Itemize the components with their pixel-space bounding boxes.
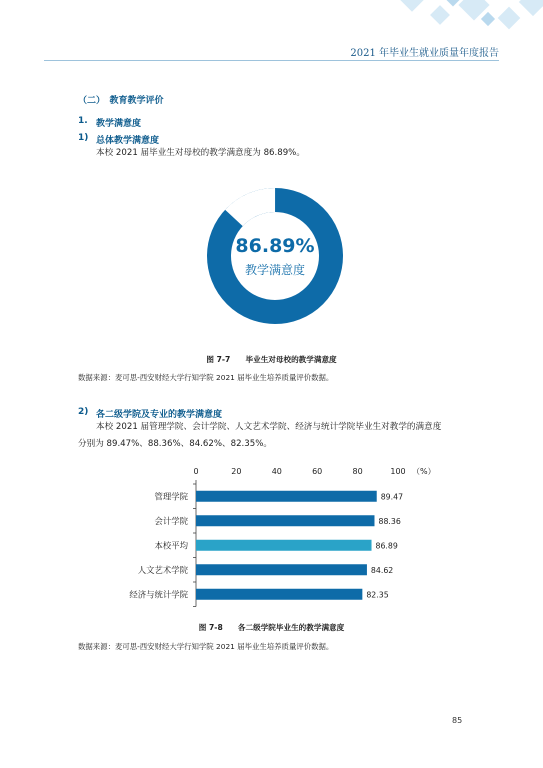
x-tick-label: 100 bbox=[390, 467, 406, 476]
category-label: 管理学院 bbox=[154, 491, 188, 502]
figure-7-7-caption: 图 7-7 毕业生对母校的教学满意度 bbox=[206, 355, 337, 364]
category-label: 本校平均 bbox=[154, 540, 188, 551]
subsection-1a-title: 总体教学满意度 bbox=[96, 136, 160, 146]
header-divider bbox=[44, 60, 499, 61]
figure-7-8-caption: 图 7-8 各二级学院毕业生的教学满意度 bbox=[198, 623, 345, 632]
header-decoration bbox=[383, 0, 543, 40]
x-tick-label: 40 bbox=[271, 467, 282, 476]
paragraph-college-satisfaction-line1: 本校 2021 届管理学院、会计学院、人文艺术学院、经济与统计学院毕业生对教学的满意度 bbox=[96, 422, 442, 432]
section-heading: （二） 教育教学评价 bbox=[78, 96, 164, 106]
category-label: 人文艺术学院 bbox=[137, 564, 188, 575]
data-label: 82.35 bbox=[366, 590, 389, 600]
bar bbox=[196, 515, 374, 526]
subsection-1-number: 1. bbox=[78, 116, 88, 126]
report-title-header: 2021 年毕业生就业质量年度报告 bbox=[350, 48, 499, 59]
x-axis-unit: （%） bbox=[412, 467, 436, 476]
page-number: 85 bbox=[452, 716, 463, 725]
subsection-1a-number: 1) bbox=[78, 133, 89, 143]
x-tick-label: 60 bbox=[312, 467, 323, 476]
x-tick-label: 20 bbox=[231, 467, 242, 476]
bar bbox=[196, 491, 377, 502]
bar bbox=[196, 540, 372, 551]
data-label: 84.62 bbox=[370, 565, 394, 575]
figure-7-8-source: 数据来源：麦可思-西安财经大学行知学院 2021 届毕业生培养质量评价数据。 bbox=[78, 642, 334, 651]
subsection-1b-number: 2) bbox=[78, 407, 89, 417]
donut-center-label: 教学满意度 bbox=[244, 263, 306, 277]
donut-chart bbox=[205, 186, 345, 326]
figure-7-7-source: 数据来源：麦可思-西安财经大学行知学院 2021 届毕业生培养质量评价数据。 bbox=[78, 373, 334, 382]
bar bbox=[196, 589, 362, 600]
subsection-1b-title: 各二级学院及专业的教学满意度 bbox=[96, 410, 223, 420]
x-tick-label: 80 bbox=[352, 467, 363, 476]
bar bbox=[196, 564, 367, 575]
category-label: 经济与统计学院 bbox=[129, 589, 188, 600]
paragraph-overall-satisfaction: 本校 2021 届毕业生对母校的教学满意度为 86.89%。 bbox=[96, 148, 305, 158]
data-label: 86.89 bbox=[375, 541, 398, 551]
data-label: 88.36 bbox=[378, 516, 401, 526]
college-satisfaction-bar-chart bbox=[100, 462, 450, 610]
x-tick-label: 0 bbox=[193, 467, 199, 476]
data-label: 89.47 bbox=[380, 492, 404, 502]
donut-value-label: 86.89% bbox=[235, 235, 315, 257]
category-label: 会计学院 bbox=[154, 515, 188, 526]
subsection-1-title: 教学满意度 bbox=[96, 119, 142, 129]
paragraph-college-satisfaction-line2: 分别为 89.47%、88.36%、84.62%、82.35%。 bbox=[78, 439, 272, 449]
